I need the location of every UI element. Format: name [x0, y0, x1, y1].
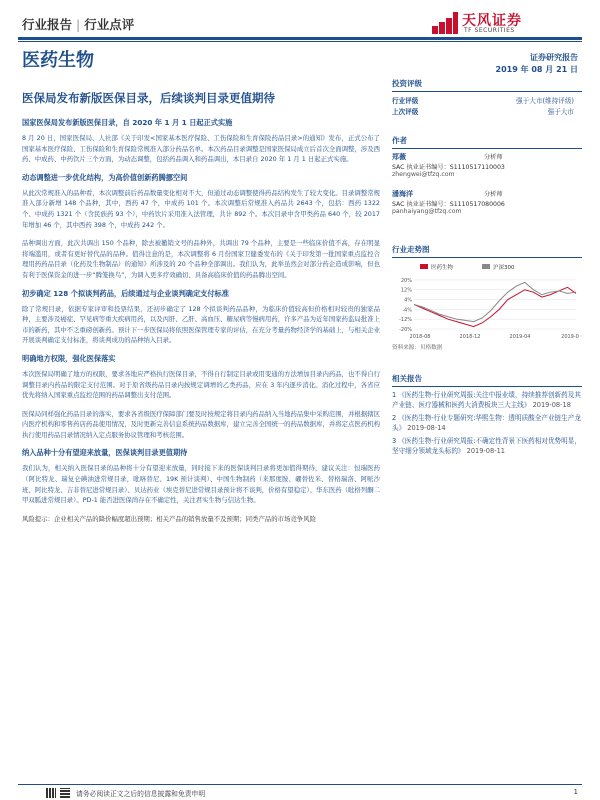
industry-trend-chart [392, 261, 582, 341]
related-heading: 相关报告 [392, 373, 582, 387]
tf-securities-logo [432, 10, 582, 38]
report-headline: 医保局发布新版医保目录，后续谈判目录更值期待 [22, 91, 275, 105]
page-number: 1 [573, 788, 578, 796]
x-tick-label: 2018-12 [459, 334, 481, 340]
report-type: 证券研究报告 [530, 53, 578, 62]
section-heading: 纳入品种十分有望迎来放量，医保谈判目录更值期待 [22, 448, 188, 458]
author-panhaiyang [392, 189, 582, 226]
top-bar [18, 10, 582, 36]
y-tick-label: 12% [400, 287, 412, 294]
section-heading: 初步确定 128 个拟谈判药品，后续通过与企业谈判确定支付标准 [22, 288, 229, 298]
author-role: 分析师 [484, 191, 503, 198]
section-heading: 动态调整进一步优化结构，为高价值创新药腾挪空间 [22, 172, 188, 182]
section-heading: 国家医保局发布新版医保目录，自 2020 年 1 月 1 日起正式实施 [22, 118, 233, 127]
authors-heading: 作者 [392, 135, 582, 149]
category-industry-comment: 行业点评 [84, 17, 135, 32]
section-heading: 明确地方权限，强化医保落实 [22, 353, 116, 363]
author-email-link[interactable]: panhaiyang@tfzq.com [392, 208, 462, 215]
y-tick-label: -4% [402, 307, 412, 314]
footer-rule [18, 784, 582, 785]
rating-row-industry [392, 95, 582, 106]
related-report-title[interactable]: 1 《医药生物-行业研究周报:关注中报业绩，持续推荐创新药及其产业链、医疗器械和医药大消费板块三大主线》 [392, 391, 581, 410]
legend-label: 医药生物 [431, 265, 454, 271]
body-paragraph: 除了常规目录，依据专家评审和投票结果，还初步确定了 128 个拟谈判药品品种，为临床价值较高但价格相对较贵的独家品种，主要涉及癌症、罕见病等重大疾病用药，以及丙肝、乙肝、高血压、糖尿病等慢病用药，许多产品为近年国家药监局批准上市的新药，其中不乏重磅创新药。预计下一步医保局将依照医保管理专家的评估，在充分考量药物经济学的基础上，与相关企业开展谈判确定支付标准，将谈判成功的品种纳入目录。 [22, 304, 380, 345]
sector-title: 医药生物 [22, 50, 94, 71]
rating-heading: 投资评级 [392, 78, 582, 92]
author-email-link[interactable]: zhengwei@tfzq.com [392, 171, 455, 178]
report-category [22, 15, 134, 33]
body-paragraph: 品种调出方面，此次共调出 150 个品种，除去被撤销文号的品种外，共调出 79 个品种，主要是一些临床价值不高，存在明显将端滥用，或者有更好替代品的品种。值得注意的是，本次调整将 6 月份国家卫健委发布的《关于印发第一批国家重点监控合理用药药品目录（化药及生物制品）的通知》所涉及的 20 个品种全部调出。我们认为，此举虽然会对部分药企造成影响，但也有利于医保资金的进一步“腾笼换鸟”，为调入更多疗效确切、具备高临床价值的药品腾出空间。 [22, 239, 380, 279]
body-paragraph: 风险提示：企业相关产品的降价幅度超出预期；相关产品的销售放量不及预期；同类产品的市场竞争风险 [22, 514, 316, 523]
y-tick-label: 20% [400, 277, 412, 284]
rating-row-previous [392, 106, 582, 117]
body-paragraph: 从此次常规准入的品种看，本次调整前后药品数量变化相对不大，但通过动态调整使得药品结构发生了较大变化。目录调整常规准入部分新增 148 个品种，其中，西药 47 个，中成药 101 个。本次调整后常规准入药品共 2643 个，包括：西药 1322 个、中成药 1321 个（含民族药 93 个），中药饮片采用准入法管理，共计 892 个。本次目录中含甲类药品 640 个，较 2017 年增加 46 个，其中西药 398 个，中成药 242 个。 [22, 188, 380, 229]
rating-key: 上次评级 [392, 108, 419, 116]
qr-code-icon [46, 788, 56, 798]
author-sac-number: SAC 执业证书编号：S1110517080006 [392, 201, 505, 208]
legend-label: 沪深300 [493, 265, 515, 271]
author-name: 郑薇 [392, 153, 406, 161]
series-line [414, 282, 576, 321]
report-body [22, 118, 380, 524]
separator: | [76, 17, 81, 32]
chart-heading: 行业走势图 [392, 244, 582, 258]
body-paragraph: 医保局同样强化药品目录的落实，要求各省级医疗保障部门要及时按规定将目录内药品纳入当地药品集中采购范围，并根据辖区内医疗机构和零售药店药品使用情况，及时更新完善信息系统药品数据库，建立完善全国统一的药品数据库，并将定点医药机构执行使用药品目录情况纳入定点服务协议管理和考核范围。 [22, 409, 380, 439]
author-role: 分析师 [484, 154, 503, 161]
chart-source: 资料来源：贝格数据 [392, 345, 443, 351]
related-report-title[interactable]: 3 《医药生物-行业研究周报:不确定性背景下医药相对优势明显，坚守细分领域龙头标的》 [392, 436, 581, 456]
related-report-date: 2019-08-11 [466, 447, 505, 456]
author-name: 潘海洋 [392, 190, 413, 198]
legend-swatch [482, 264, 490, 269]
series-line [414, 287, 576, 326]
rating-key: 行业评级 [392, 97, 419, 105]
qr-code-icon [60, 788, 70, 798]
related-report-title[interactable]: 2 《医药生物-行业专题研究:华熙生物：透明质酸全产业链生产龙头》 [392, 413, 581, 433]
y-tick-label: -12% [399, 317, 412, 324]
logo-text-en: TF SECURITIES [464, 27, 515, 34]
related-report-1[interactable] [392, 390, 582, 411]
trend-chart-svg [392, 261, 582, 341]
rating-value: 强于大市 [547, 108, 574, 116]
main-column [22, 90, 380, 532]
x-tick-label: 2019-0 [561, 334, 579, 340]
x-tick-label: 2019-04 [509, 334, 531, 340]
body-paragraph: 8 月 20 日，国家医保局、人社部《关于印发<国家基本医疗保险、工伤保险和生育保险药品目录>的通知》发布，正式公布了国家基本医疗保险、工伤保险和生育保险常规准入部分药品名单。本次药品目录调整是国家医保局成立后首次全面调整，涉及西药、中成药、中药饮片三个方面，为动态调整，包括药品调入和药品调出，本目录自 2020 年 1 月 1 日起正式实施。 [22, 134, 380, 164]
related-report-2[interactable] [392, 413, 582, 434]
author-zhengwei [392, 152, 582, 189]
header-rule-thin [18, 41, 582, 42]
legend-swatch [420, 264, 428, 269]
related-report-date: 2019-08-14 [407, 424, 446, 433]
report-date: 2019 年 08 月 21 日 [495, 65, 578, 74]
logo-text-cn: 天风证券 [462, 13, 522, 29]
sidebar [392, 78, 582, 458]
related-report-3[interactable] [392, 436, 582, 457]
footer-disclaimer: 请务必阅读正文之后的信息披露和免责申明 [76, 790, 206, 798]
y-tick-label: 4% [404, 297, 412, 304]
y-tick-label: -20% [399, 327, 412, 333]
related-report-date: 2019-08-18 [532, 401, 571, 410]
body-paragraph: 本次医保局明确了地方的权限，要求各地应严格执行医保目录，不得自行制定目录或用变通的方法增加目录内药品，也不得自行调整目录内药品的限定支付范围。对于原省级药品目录内按规定调增的乙类药品，应在 3 年内逐步消化。消化过程中，各省应优先将纳入国家重点监控范围的药品调整出支付范围。 [22, 369, 380, 400]
rating-value: 强于大市(维持评级) [516, 97, 574, 105]
header-rule [18, 37, 582, 40]
category-industry-report: 行业报告 [22, 17, 73, 32]
x-tick-label: 2018-08 [409, 334, 431, 340]
body-paragraph: 我们认为，相关纳入医保目录的品种将十分有望迎来放量，同时接下来的医保谈判目录将更加值得期待，建议关注：恒瑞医药（阿比特龙、瑞复仑碘油进常规目录，吡咯替尼、19K 预计谈判）、中国生物制药（来那度胺、硼替佐米、替格瑞洛、阿哌沙班、阿比特龙、吉非替尼进常规目录）、贝达药业（埃克替尼进常规目录预计将不谈判，价格有望稳定）、华东医药（吡格列酮二甲双胍进常规目录）。PD-1 能否进医保尚存在不确定性，关注君实生物与信达生物。 [22, 464, 380, 505]
author-sac-number: SAC 执业证书编号：S1110517110003 [392, 164, 505, 171]
logo-mark-icon [432, 12, 458, 34]
